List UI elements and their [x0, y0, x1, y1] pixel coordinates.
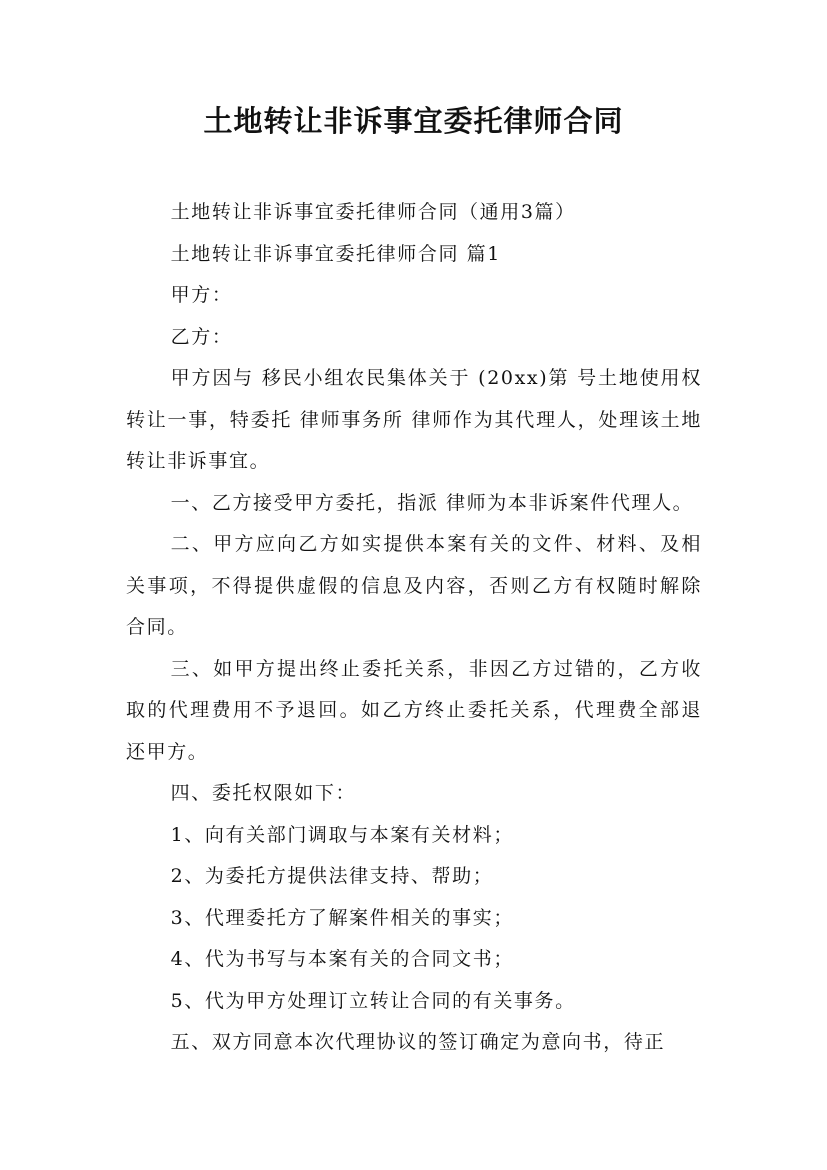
- intro-paragraph: 甲方因与 移民小组农民集体关于 (20xx)第 号土地使用权转让一事，特委托 律师事务所 律师作为其代理人，处理该土地转让非诉事宜。: [126, 367, 702, 472]
- subtitle-paragraph: 土地转让非诉事宜委托律师合同（通用3篇）: [170, 201, 576, 223]
- party-b-line: 乙方：: [170, 325, 233, 348]
- authority-item-3: 3、代理委托方了解案件相关的事实；: [170, 906, 514, 929]
- authority-item-5: 5、代为甲方处理订立转让合同的有关事务。: [170, 989, 576, 1012]
- clause-1: 一、乙方接受甲方委托，指派 律师为本非诉案件代理人。: [170, 491, 694, 514]
- authority-item-1: 1、向有关部门调取与本案有关材料；: [170, 823, 514, 846]
- party-a-line: 甲方：: [170, 284, 233, 306]
- section-heading: 土地转让非诉事宜委托律师合同 篇1: [170, 242, 501, 265]
- document-title: 土地转让非诉事宜委托律师合同: [203, 104, 624, 138]
- document-body: [126, 192, 702, 1064]
- authority-item-2: 2、为委托方提供法律支持、帮助；: [170, 865, 494, 887]
- authority-item-4: 4、代为书写与本案有关的合同文书；: [170, 948, 514, 970]
- clause-5: 五、双方同意本次代理协议的签订确定为意向书，待正: [170, 1031, 666, 1053]
- clause-2: 二、甲方应向乙方如实提供本案有关的文件、材料、及相关事项，不得提供虚假的信息及内容，否则乙方有权随时解除合同。: [126, 533, 702, 638]
- clause-4-heading: 四、委托权限如下：: [170, 782, 357, 804]
- clause-3: 三、如甲方提出终止委托关系，非因乙方过错的，乙方收取的代理费用不予退回。如乙方终止委托关系，代理费全部退还甲方。: [126, 657, 702, 763]
